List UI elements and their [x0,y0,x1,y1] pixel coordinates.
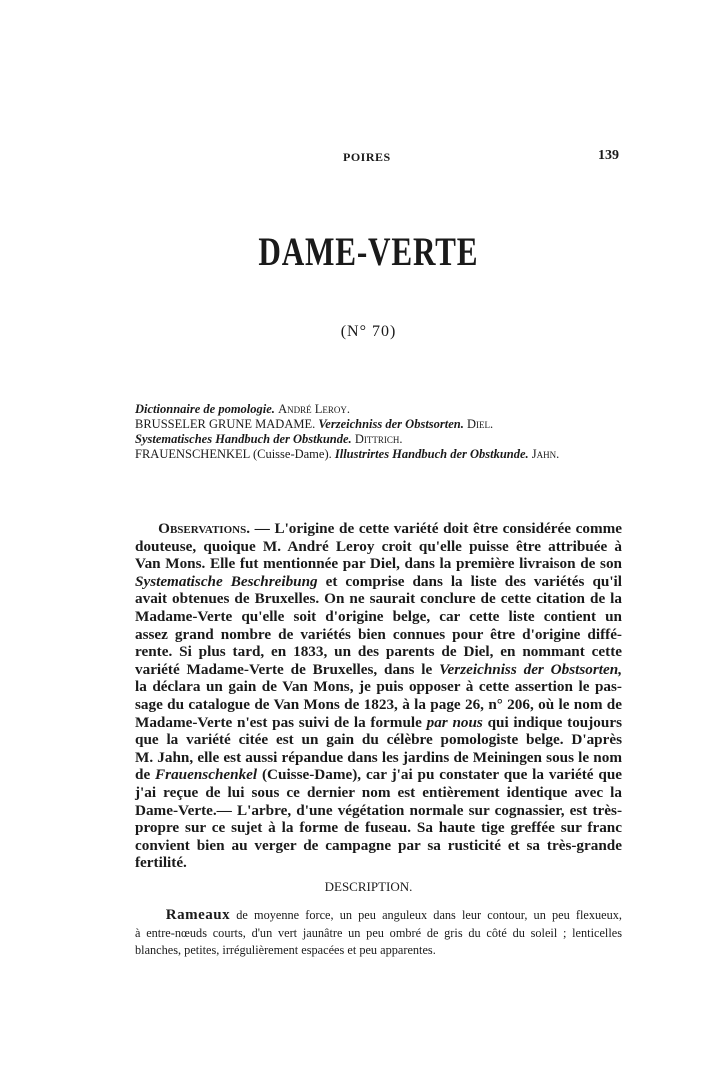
italic-text: Verzeichniss der Obstsorten. [318,417,464,431]
small-caps-text: Jahn. [531,447,560,461]
italic-text: Verzeichniss der Obstsorten, [439,660,622,678]
observations-line [135,731,622,749]
text-segment: la déclara un gain de Van Mons, je puis opposer à cette assertion le pas- [135,678,622,696]
observations-line [135,802,622,820]
text-segment: avait obtenues de Bruxelles. On ne saurait conclure de cette citation de la [135,590,622,608]
synonyms-line [135,447,559,462]
observations-line [135,819,622,837]
description-line [135,925,622,943]
italic-text: Illustrirtes Handbuch der Obstkunde. [334,447,529,461]
observations-line [135,555,622,573]
description-heading: DESCRIPTION. [324,879,413,894]
variety-number: (N° 70) [340,323,397,340]
description-line [135,907,622,925]
synonyms-line [135,417,559,432]
text-segment: variété Madame-Verte de Bruxelles, dans le [135,660,440,678]
italic-text: Systematisches Handbuch der Obstkunde. [135,432,352,446]
text-segment: j'ai reçue de lui sous ce dernier nom est entièrement identique avec la [135,783,622,801]
observations-line [135,766,622,784]
small-caps-text: Diel. [467,417,494,431]
observations-line [135,573,622,591]
synonyms-list [135,402,559,462]
italic-text: Frauenschenkel [155,766,258,784]
observations-line [135,608,622,626]
text-segment: — L'origine de cette variété doit être considérée comme [250,520,623,537]
text-segment: propre sur ce sujet à la forme de fuseau. Sa haute tige greffée sur franc [135,819,622,837]
observations-line [135,749,622,767]
description-line [135,942,622,960]
observations-line [135,678,622,696]
text-segment: de moyenne force, un peu anguleux dans leur contour, un peu flexueux, [230,908,622,922]
text-segment: qui indique toujours [482,713,622,731]
text-segment: assez grand nombre de variétés bien connues pour être d'origine diffé- [135,625,622,643]
observations-line [135,626,622,644]
italic-text: Dictionnaire de pomologie. [135,402,275,416]
text-segment: à entre-nœuds courts, d'un vert jaunâtre un peu ombré de gris du côté du soleil ; lenticelles [135,925,622,940]
text-segment: rente. Si plus tard, en 1833, un des parents de Diel, en nommant cette [135,643,622,661]
observations-line [135,590,622,608]
small-caps-text: André Leroy. [278,402,350,416]
page-title: DAME-VERTE [258,229,479,274]
text-segment: Madame-Verte qu'elle soit d'origine belge, car cette liste contient un [135,607,622,625]
observations-line [135,837,622,855]
description-paragraph [135,907,622,960]
text-segment: fertilité. [135,854,187,872]
observations-line [135,696,622,714]
text-segment: que la variété citée est un gain du célèbre pomologiste belge. D'après [135,731,622,749]
small-caps-text: Observations. [158,520,251,537]
bold-term: Rameaux [165,907,231,923]
text-segment: Dame-Verte.— L'arbre, d'une végétation normale sur cognassier, est très- [135,801,622,819]
text-segment [135,908,166,922]
running-head: POIRES [343,150,391,164]
observations-line [135,520,622,538]
text-segment [135,520,158,537]
observations-line [135,538,622,556]
synonyms-line [135,432,559,447]
text-segment: Van Mons. Elle fut mentionnée par Diel, dans la première livraison de son [135,555,622,573]
page-number: 139 [598,148,619,163]
observations-line [135,643,622,661]
italic-text: par nous [426,713,483,731]
text-segment: et comprise dans la liste des variétés qu'il [317,572,622,590]
observations-line [135,661,622,679]
text-segment: convient bien au verger de campagne par sa rusticité et sa très-grande [135,836,622,854]
italic-text: Systematische Beschreibung [135,572,318,590]
observations-line [135,854,622,872]
observations-paragraph [135,520,622,872]
text-segment: Madame-Verte n'est pas suivi de la formule [135,713,427,731]
synonyms-line [135,402,559,417]
text-segment: M. Jahn, elle est aussi répandue dans les jardins de Meiningen sous le nom [135,748,622,766]
text-segment: blanches, petites, irrégulièrement espacées et peu apparentes. [135,943,436,957]
small-caps-text: Dittrich. [354,432,403,446]
text-segment: sage du catalogue de Van Mons de 1823, à la page 26, n° 206, où le nom de [135,695,622,713]
text-segment: de [135,766,156,784]
text-segment: douteuse, quoique M. André Leroy croit qu'elle puisse être attribuée à [135,537,622,555]
text-segment: (Cuisse-Dame), car j'ai pu constater que la variété que [257,766,623,784]
text-segment: FRAUENSCHENKEL (Cuisse-Dame). [135,447,335,461]
text-segment: BRUSSELER GRUNE MADAME. [135,417,319,431]
observations-line [135,784,622,802]
observations-line [135,714,622,732]
